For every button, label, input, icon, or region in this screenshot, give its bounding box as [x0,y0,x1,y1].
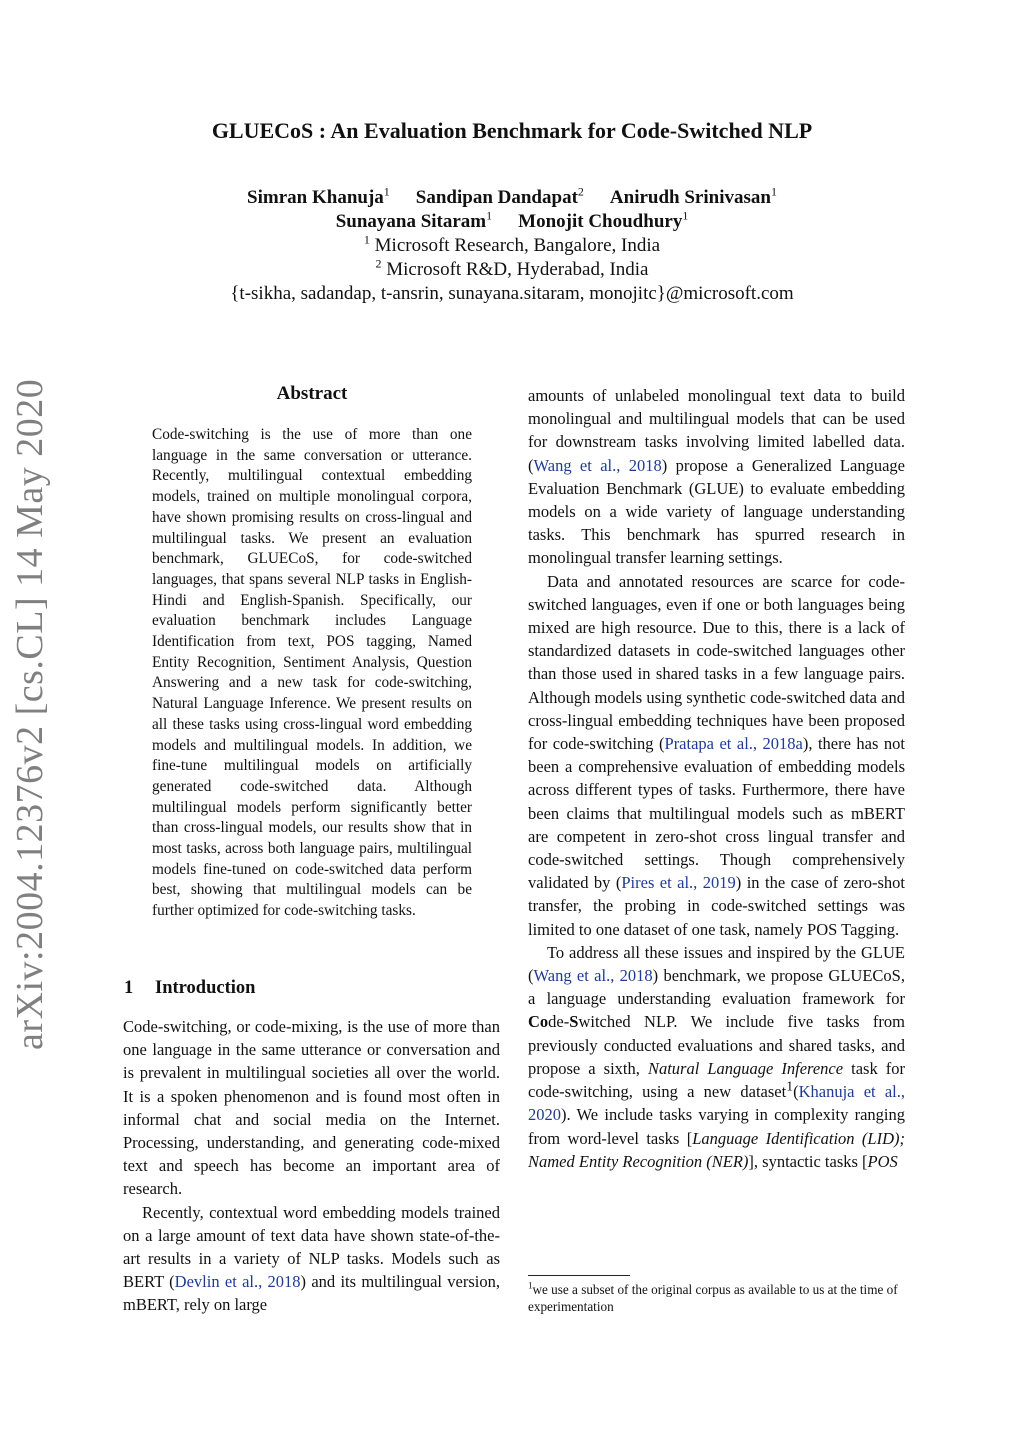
footnote [528,1281,908,1315]
footnote-marker[interactable]: 1 [786,1078,794,1094]
right-column [528,384,905,1173]
section-title: Introduction [155,978,256,998]
abstract-body: Code-switching is the use of more than one language in the same conversation or utterance. Recently, multilingual contextual embedding models, trained on multiple monolingual corpora, have shown promising results on cross-lingual and multilingual tasks. We present an evaluation benchmark, GLUECoS, for code-switched languages, that spans several NLP tasks in English-Hindi and English-Spanish. Specifically, our evaluation benchmark includes Language Identification from text, POS tagging, Named Entity Recognition, Sentiment Analysis, Question Answering and a new task for code-switching, Natural Language Inference. We present results on all these tasks using cross-lingual word embedding models and multilingual models. In addition, we fine-tune multilingual models on artificially generated code-switched data. Although multilingual models perform significantly better than cross-lingual models, our results show that in most tasks, across both language pairs, multilingual models fine-tuned on code-switched data perform best, showing that multilingual models can be further optimized for code-switching tasks. [152,426,472,920]
abstract-heading: Abstract [276,383,348,404]
affil-text: Microsoft Research, Bangalore, India [374,235,661,256]
author-block [0,186,1024,306]
paper-title: GLUECoS : An Evaluation Benchmark for Code-Switched NLP [211,118,813,143]
author-row-1 [0,186,1024,210]
author-name: Simran Khanuja [247,187,384,208]
footnote-rule [528,1275,630,1276]
citation-link[interactable]: Khanuja et al., 2020 [528,1082,906,1125]
author-emails: {t-sikha, sadandap, t-ansrin, sunayana.sitaram, monojitc}@microsoft.com [230,283,794,304]
author-affil-mark: 1 [770,184,777,199]
affil-number: 2 [375,256,382,271]
author-name: Monojit Choudhury [518,211,683,232]
section-heading [124,978,255,999]
footnote-text: we use a subset of the original corpus as available to us at the time of experimentation [528,1282,898,1314]
author-affil-mark: 2 [577,184,584,199]
affiliation-2 [0,258,1024,282]
arxiv-identifier: arXiv:2004.12376v2 [cs.CL] 14 May 2020 [9,378,51,1050]
citation-link[interactable]: Devlin et al., 2018 [174,1272,301,1292]
citation-link[interactable]: Wang et al., 2018 [533,966,653,986]
author-affil-mark: 1 [682,208,689,223]
author-name: Sunayana Sitaram [335,211,487,232]
author-row-2 [0,210,1024,234]
intro-paragraph-2: Recently, contextual word embedding models trained on a large amount of text data have shown state-of-the-art results in a variety of NLP tasks. Models such as BERT (Devlin et al., 2018) and its multilingual version, mBERT, rely on large [123,1202,500,1315]
section-number: 1 [124,978,134,998]
author-name: Anirudh Srinivasan [609,187,771,208]
author-name: Sandipan Dandapat [415,187,578,208]
affil-number: 1 [363,232,370,247]
citation-link[interactable]: Pratapa et al., 2018a [664,734,803,754]
affiliation-1 [0,234,1024,258]
author-affil-mark: 1 [486,208,493,223]
left-column [123,1015,500,1317]
author-affil-mark: 1 [383,184,390,199]
intro-paragraph-1: Code-switching, or code-mixing, is the use of more than one language in the same utterance or conversation and is prevalent in multilingual societies all over the world. It is a spoken phenomenon and is found most often in informal chat and social media on the Internet. Processing, understanding, and generating code-mixed text and speech has become an important area of research. [123,1017,500,1199]
citation-link[interactable]: Wang et al., 2018 [533,455,662,475]
intro-paragraph-5: To address all these issues and inspired by the GLUE (Wang et al., 2018) benchmark, we propose GLUECoS, a language understanding evaluation framework for Code-Switched NLP. We include five tasks from previously conducted evaluations and shared tasks, and propose a sixth, Natural Language Inference task for code-switching, using a new dataset$^1$(Khanuja et al., 2020). We include tasks varying in complexity ranging from word-level tasks [Language Identification (LID); Named Entity Recognition (NER)], syntactic tasks [POS [528,942,906,1171]
intro-paragraph-3: amounts of unlabeled monolingual text data to build monolingual and multilingual models that can be used for downstream tasks involving limited labelled data. (Wang et al., 2018) propose a Generalized Language Evaluation Benchmark (GLUE) to evaluate embedding models on a wide variety of language understanding tasks. This benchmark has spurred research in monolingual transfer learning settings. [528,386,905,568]
affil-text: Microsoft R&D, Hyderabad, India [386,259,649,280]
citation-link[interactable]: Pires et al., 2019 [621,873,736,893]
footnote-number: 1 [528,1280,533,1291]
intro-paragraph-4: Data and annotated resources are scarce for code-switched languages, even if one or both languages being mixed are high resource. Due to this, there is a lack of standardized datasets in code-switched languages other than those used in shared tasks in a few language pairs. Although models using synthetic code-switched data and cross-lingual embedding techniques have been proposed for code-switching (Pratapa et al., 2018a), there has not been a comprehensive evaluation of embedding models across different types of tasks. Furthermore, there have been claims that multilingual models such as mBERT are competent in zero-shot cross lingual transfer and code-switched settings. Though comprehensively validated by (Pires et al., 2019) in the case of zero-shot transfer, the probing in code-switched settings was limited to one dataset of one task, namely POS Tagging. [528,571,905,939]
